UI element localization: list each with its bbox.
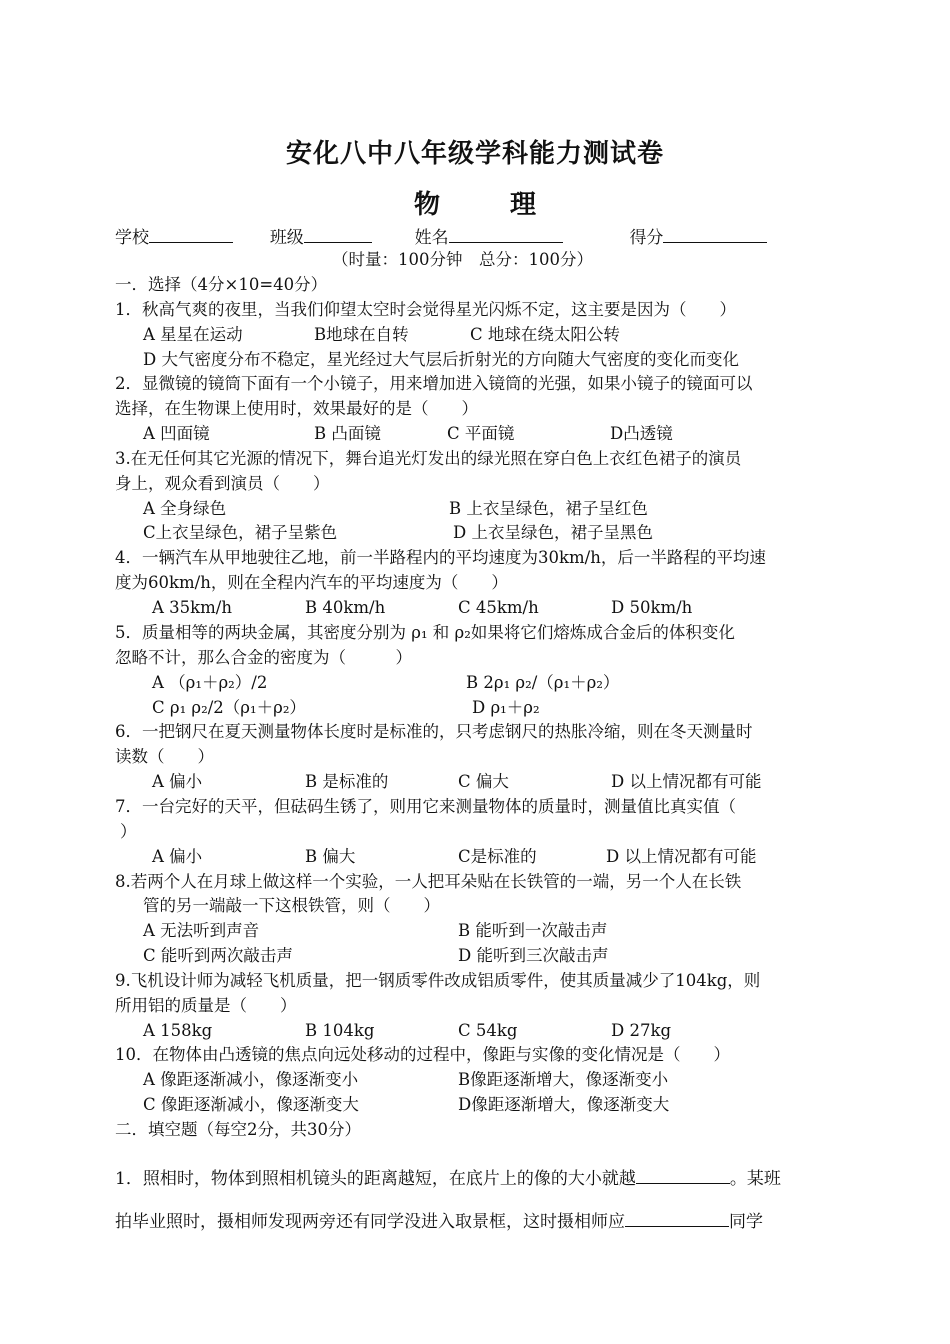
subject-title: 物 理	[413, 190, 558, 220]
q7-option-d[interactable]: D 以上情况都有可能	[606, 847, 757, 866]
q8-stem-line2: 管的另一端敲一下这根铁管，则（ ）	[143, 896, 440, 915]
q8-option-a[interactable]: A 无法听到声音	[143, 921, 260, 940]
q1-option-c[interactable]: C 地球在绕太阳公转	[470, 325, 620, 344]
q7-option-a[interactable]: A 偏小	[152, 847, 203, 866]
q8-option-c[interactable]: C 能听到两次敲击声	[143, 946, 293, 965]
q10-option-b[interactable]: B像距逐渐增大，像逐渐变小	[458, 1070, 669, 1089]
q9-option-b[interactable]: B 104kg	[305, 1021, 375, 1040]
q9-stem-line2: 所用铝的质量是（ ）	[115, 996, 297, 1015]
q2-stem-line1: 2．显微镜的镜筒下面有一个小镜子，用来增加进入镜筒的光强，如果小镜子的镜面可以	[115, 374, 753, 393]
section1-heading: 一．选择（4分×10=40分）	[115, 275, 328, 294]
q7-stem-line2: ）	[120, 822, 137, 841]
q3-option-a[interactable]: A 全身绿色	[143, 499, 227, 518]
score-label: 得分	[629, 228, 664, 248]
q6-stem-line2: 读数（ ）	[115, 747, 214, 766]
q5-stem-line2: 忽略不计，那么合金的密度为（ ）	[115, 648, 412, 667]
q6-stem-line1: 6．一把钢尺在夏天测量物体长度时是标准的，只考虑钢尺的热胀冷缩，则在冬天测量时	[115, 722, 753, 741]
q3-stem-line2: 身上，观众看到演员（ ）	[115, 474, 330, 493]
q10-option-a[interactable]: A 像距逐渐减小，像逐渐变小	[143, 1070, 359, 1089]
q2-option-b[interactable]: B 凸面镜	[314, 424, 381, 443]
q1-stem: 1．秋高气爽的夜里，当我们仰望太空时会觉得星光闪烁不定，这主要是因为（ ）	[115, 300, 736, 319]
q9-option-a[interactable]: A 158kg	[143, 1021, 213, 1040]
q6-option-c[interactable]: C 偏大	[458, 772, 509, 791]
q3-option-d[interactable]: D 上衣呈绿色，裙子呈黑色	[453, 523, 653, 542]
exam-title: 安化八中八年级学科能力测试卷	[285, 139, 664, 169]
q6-option-d[interactable]: D 以上情况都有可能	[611, 772, 762, 791]
q4-option-d[interactable]: D 50km/h	[611, 598, 693, 617]
q6-option-a[interactable]: A 偏小	[152, 772, 203, 791]
q6-option-b[interactable]: B 是标准的	[305, 772, 389, 791]
q5-option-a[interactable]: A （ρ₁＋ρ₂）/2	[152, 673, 268, 692]
q4-option-b[interactable]: B 40km/h	[305, 598, 386, 617]
q7-stem-line1: 7．一台完好的天平，但砝码生锈了，则用它来测量物体的质量时，测量值比真实值（	[115, 797, 736, 816]
q9-option-d[interactable]: D 27kg	[611, 1021, 672, 1040]
class-label: 班级	[269, 228, 304, 248]
q1-option-b[interactable]: B地球在自转	[314, 325, 409, 344]
fill-q1-text-c: 拍毕业照时，摄相师发现两旁还有同学没进入取景框，这时摄相师应	[115, 1212, 625, 1232]
q8-option-b[interactable]: B 能听到一次敲击声	[458, 921, 608, 940]
q4-option-a[interactable]: A 35km/h	[152, 598, 232, 617]
q7-option-c[interactable]: C是标准的	[458, 847, 537, 866]
q9-option-c[interactable]: C 54kg	[458, 1021, 518, 1040]
q8-option-d[interactable]: D 能听到三次敲击声	[458, 946, 609, 965]
q5-option-c[interactable]: C ρ₁ ρ₂/2（ρ₁＋ρ₂）	[152, 698, 306, 717]
q7-option-b[interactable]: B 偏大	[305, 847, 356, 866]
q5-option-d[interactable]: D ρ₁＋ρ₂	[472, 698, 540, 717]
q3-option-c[interactable]: C上衣呈绿色，裙子呈紫色	[143, 523, 338, 542]
q4-option-c[interactable]: C 45km/h	[458, 598, 539, 617]
fill-q1-text-b: 。某班	[729, 1169, 781, 1189]
q5-option-b[interactable]: B 2ρ₁ ρ₂/（ρ₁＋ρ₂）	[466, 673, 620, 692]
q4-stem-line1: 4．一辆汽车从甲地驶往乙地，前一半路程内的平均速度为30km/h，后一半路程的平均速	[115, 548, 766, 567]
name-label: 姓名	[414, 228, 449, 248]
q2-option-d[interactable]: D凸透镜	[610, 424, 673, 443]
q10-stem: 10．在物体由凸透镜的焦点向远处移动的过程中，像距与实像的变化情况是（ ）	[115, 1045, 730, 1064]
q2-option-c[interactable]: C 平面镜	[447, 424, 515, 443]
fill-q1-blank-2[interactable]	[625, 1210, 729, 1227]
school-label: 学校	[115, 228, 149, 248]
q10-option-c[interactable]: C 像距逐渐减小，像逐渐变大	[143, 1095, 359, 1114]
q10-option-d[interactable]: D像距逐渐增大，像逐渐变大	[458, 1095, 670, 1114]
fill-q1-line2	[115, 1210, 763, 1232]
q9-stem-line1: 9.飞机设计师为减轻飞机质量，把一钢质零件改成铝质零件，使其质量减少了104kg，则	[115, 971, 761, 990]
fill-q1-text-d: 同学	[729, 1212, 763, 1232]
class-blank[interactable]	[304, 226, 372, 243]
q1-option-d[interactable]: D 大气密度分布不稳定，星光经过大气层后折射光的方向随大气密度的变化而变化	[143, 350, 739, 369]
section2-heading: 二．填空题（每空2分，共30分）	[115, 1120, 361, 1139]
school-blank[interactable]	[149, 226, 233, 243]
name-blank[interactable]	[449, 226, 563, 243]
q3-option-b[interactable]: B 上衣呈绿色，裙子呈红色	[449, 499, 648, 518]
q2-option-a[interactable]: A 凹面镜	[143, 424, 210, 443]
student-info-row	[115, 226, 767, 248]
fill-q1-text-a: 1．照相时，物体到照相机镜头的距离越短，在底片上的像的大小就越	[115, 1169, 636, 1189]
q5-stem-line1: 5．质量相等的两块金属，其密度分别为 ρ₁ 和 ρ₂如果将它们熔炼成合金后的体积变化	[115, 623, 735, 642]
time-info: （时量：100分钟 总分：100分）	[332, 250, 593, 269]
score-blank[interactable]	[663, 226, 767, 243]
fill-q1-blank-1[interactable]	[636, 1167, 730, 1184]
q3-stem-line1: 3.在无任何其它光源的情况下，舞台追光灯发出的绿光照在穿白色上衣红色裙子的演员	[115, 449, 742, 468]
fill-q1-line1	[115, 1167, 781, 1189]
q2-stem-line2: 选择，在生物课上使用时，效果最好的是（ ）	[115, 399, 478, 418]
q1-option-a[interactable]: A 星星在运动	[143, 325, 243, 344]
q4-stem-line2: 度为60km/h，则在全程内汽车的平均速度为（ ）	[115, 573, 508, 592]
q8-stem-line1: 8.若两个人在月球上做这样一个实验，一人把耳朵贴在长铁管的一端，另一个人在长铁	[115, 872, 742, 891]
